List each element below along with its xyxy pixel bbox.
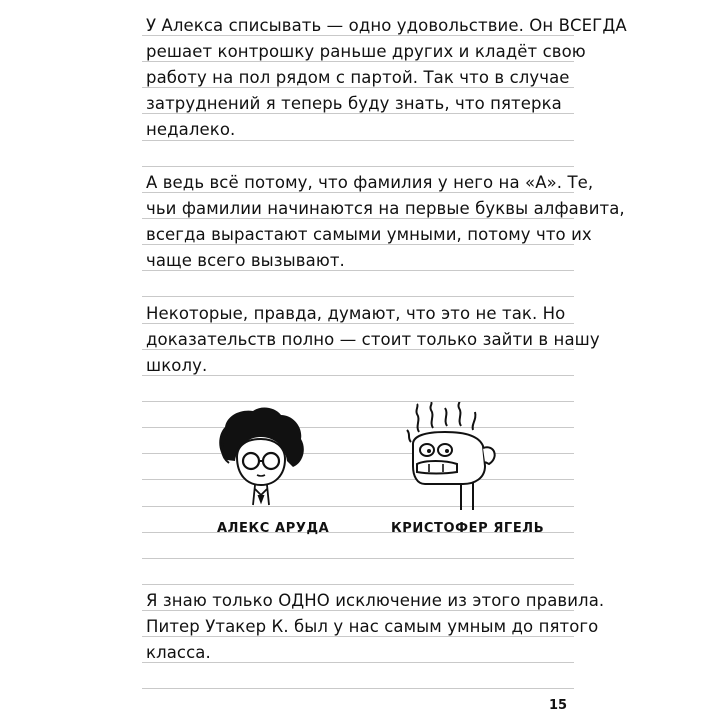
ruled-line (142, 244, 574, 245)
text-line: А ведь всё потому, что фамилия у него на «А». Те, (146, 173, 594, 192)
text-line: Я знаю только ОДНО исключение из этого правила. (146, 591, 605, 610)
ruled-line (142, 113, 574, 114)
ruled-line (142, 323, 574, 324)
ruled-line (142, 401, 574, 402)
text-line: Питер Утакер К. был у нас самым умным до пятого (146, 617, 599, 636)
text-line: доказательств полно — стоит только зайти в нашу (146, 330, 600, 349)
text-line: класса. (146, 643, 211, 662)
kristofer-illustration (405, 402, 505, 514)
ruled-line (142, 270, 574, 271)
text-line: чьи фамилии начинаются на первые буквы алфавита, (146, 199, 625, 218)
text-line: решает контрошку раньше других и кладёт свою (146, 42, 586, 61)
text-line: Некоторые, правда, думают, что это не так. Но (146, 304, 566, 323)
page-number: 15 (549, 698, 568, 713)
ruled-line (142, 375, 574, 376)
ruled-line (142, 192, 574, 193)
ruled-line (142, 427, 574, 428)
ruled-line (142, 453, 574, 454)
ruled-line (142, 87, 574, 88)
ruled-line (142, 636, 574, 637)
ruled-line (142, 349, 574, 350)
text-line: недалеко. (146, 120, 236, 139)
text-line: работу на пол рядом с партой. Так что в случае (146, 68, 570, 87)
ruled-line (142, 166, 574, 167)
ruled-line (142, 506, 574, 507)
ruled-line (142, 140, 574, 141)
text-line: всегда вырастают самыми умными, потому что их (146, 225, 592, 244)
ruled-line (142, 610, 574, 611)
ruled-line (142, 218, 574, 219)
alex-illustration (215, 405, 307, 515)
caption-alex: АЛЕКС АРУДА (217, 521, 330, 536)
text-line: чаще всего вызывают. (146, 251, 345, 270)
ruled-line (142, 61, 574, 62)
text-line: затруднений я теперь буду знать, что пятерка (146, 94, 562, 113)
ruled-line (142, 296, 574, 297)
caption-kristofer: КРИСТОФЕР ЯГЕЛЬ (391, 521, 545, 536)
text-line: У Алекса списывать — одно удовольствие. Он ВСЕГДА (146, 16, 627, 35)
ruled-line (142, 662, 574, 663)
text-line: школу. (146, 356, 208, 375)
ruled-line (142, 479, 574, 480)
ruled-line (142, 584, 574, 585)
ruled-line (142, 35, 574, 36)
ruled-line (142, 688, 574, 689)
ruled-line (142, 558, 574, 559)
